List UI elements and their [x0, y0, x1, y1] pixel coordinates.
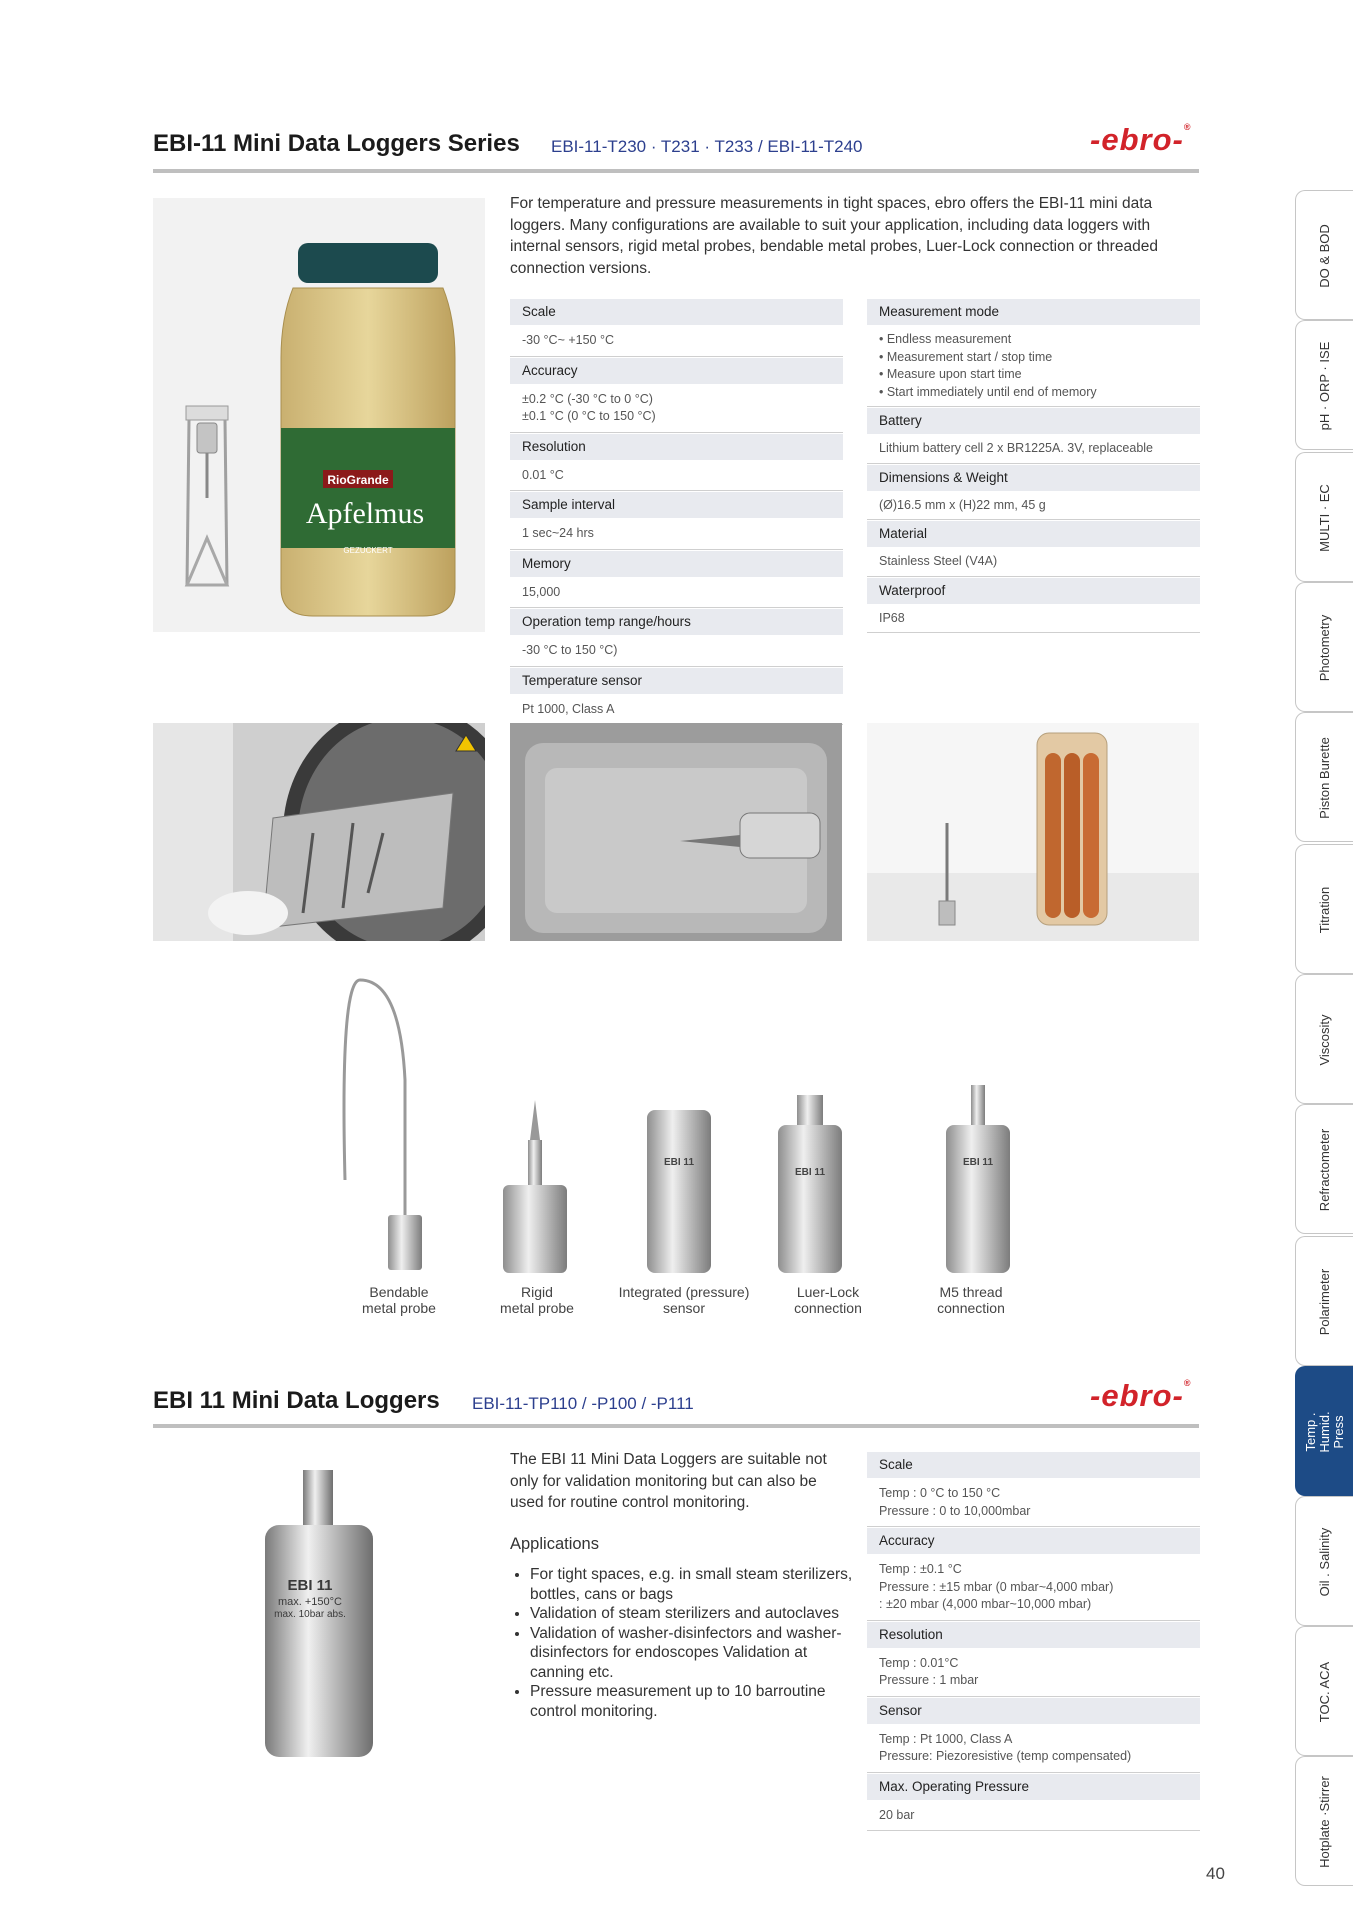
- spec-section2-value: Temp : Pt 1000, Class A Pressure: Piezoresistive (temp compensated): [867, 1724, 1200, 1773]
- device-label-3: EBI 11: [962, 1157, 994, 1168]
- side-tab-ph-orp-ise[interactable]: [1295, 320, 1353, 450]
- probe-caption-m5-thread: M5 thread connection: [937, 1284, 1005, 1316]
- spec-left-value: 0.01 °C: [510, 460, 843, 492]
- spec-left-value: -30 °C~ +150 °C: [510, 325, 843, 357]
- logo-text: ebro: [1101, 122, 1173, 157]
- application-item: • Validation of washer-disinfectors and washer-disinfectors for endoscopes Validation at canning etc.: [530, 1624, 865, 1683]
- applications-heading: Applications: [510, 1535, 599, 1553]
- header-rule: [153, 169, 1199, 173]
- spec-left-value: 1 sec~24 hrs: [510, 518, 843, 550]
- side-tab-label: Hotplate ·Stirrer: [1317, 1776, 1332, 1868]
- spec-right-value: Lithium battery cell 2 x BR1225A. 3V, replaceable: [867, 434, 1200, 464]
- side-tab-piston-burette[interactable]: [1295, 712, 1353, 842]
- section2-model-codes: EBI-11-TP110 / -P100 / -P111: [472, 1394, 694, 1413]
- spec-left-value: -30 °C to 150 °C): [510, 635, 843, 667]
- jar-brand-text: RioGrande: [327, 473, 389, 487]
- spec-left-label: Accuracy: [510, 358, 843, 384]
- spec-table-right: [867, 298, 1200, 633]
- spec-left-label: Resolution: [510, 434, 843, 460]
- spec-section2-value: Temp : 0 °C to 150 °C Pressure : 0 to 10,000mbar: [867, 1478, 1200, 1527]
- spec-section2-label: Resolution: [867, 1622, 1200, 1648]
- side-tab-label: pH · ORP · ISE: [1317, 341, 1332, 431]
- spec-left-value: ±0.2 °C (-30 °C to 0 °C) ±0.1 °C (0 °C to 150 °C): [510, 384, 843, 433]
- spec-section2-label: Sensor: [867, 1698, 1200, 1724]
- photo-can-probe: [510, 723, 842, 941]
- section2-intro: The EBI 11 Mini Data Loggers are suitable not only for validation monitoring but can also be used for routine control monitoring.: [510, 1451, 827, 1511]
- side-tab-label: Piston Burette: [1317, 737, 1332, 819]
- probe-caption-integrated: Integrated (pressure) sensor: [618, 1284, 750, 1316]
- ebro-logo: -ebro-®: [1090, 122, 1192, 157]
- logo-text-2: ebro: [1101, 1378, 1173, 1413]
- spec-section2-label: Accuracy: [867, 1528, 1200, 1554]
- side-tab-label: MULTI · EC: [1317, 484, 1332, 552]
- spec-right-value: IP68: [867, 604, 1200, 634]
- photo-sausage-jar: [867, 723, 1199, 941]
- spec-left-label: Scale: [510, 299, 843, 325]
- device-label-1: EBI 11: [663, 1157, 695, 1168]
- spec-right-value: Stainless Steel (V4A): [867, 547, 1200, 577]
- side-tab-do-bod[interactable]: [1295, 190, 1353, 320]
- spec-section2-label: Scale: [867, 1452, 1200, 1478]
- photo-autoclave-tray: [153, 723, 485, 941]
- side-tab-label: Temp . Humid. Press: [1303, 1411, 1346, 1453]
- side-tab-temp-humid-press[interactable]: [1295, 1366, 1353, 1496]
- side-tab-hotplate-stirrer[interactable]: [1295, 1756, 1353, 1886]
- spec-right-label: Waterproof: [867, 578, 1200, 604]
- header-rule-2: [153, 1424, 1199, 1428]
- spec-left-label: Operation temp range/hours: [510, 609, 843, 635]
- side-tab-photometry[interactable]: [1295, 582, 1353, 712]
- side-tab-multi-ec[interactable]: [1295, 452, 1353, 582]
- application-item: • Pressure measurement up to 10 barroutine control monitoring.: [530, 1682, 865, 1721]
- side-tab-label: Refractometer: [1317, 1128, 1332, 1212]
- side-tab-oil-salinity[interactable]: [1295, 1496, 1353, 1626]
- side-tab-label: Photometry: [1317, 614, 1332, 682]
- side-tab-viscosity[interactable]: [1295, 974, 1353, 1104]
- spec-left-label: Memory: [510, 551, 843, 577]
- side-tab-toc-aca[interactable]: [1295, 1626, 1353, 1756]
- spec-right-value: (Ø)16.5 mm x (H)22 mm, 45 g: [867, 491, 1200, 521]
- ebro-logo-2: -ebro-®: [1090, 1378, 1192, 1413]
- application-item: • For tight spaces, e.g. in small steam sterilizers, bottles, cans or bags: [530, 1565, 865, 1604]
- applications-list: [510, 1565, 865, 1721]
- device-engraving: EBI 11 max. +150°C max. 10bar abs.: [274, 1577, 346, 1620]
- spec-left-value: Pt 1000, Class A: [510, 694, 843, 726]
- spec-left-label: Temperature sensor: [510, 668, 843, 694]
- side-tab-titration[interactable]: [1295, 844, 1353, 974]
- side-tab-label: DO & BOD: [1317, 224, 1332, 288]
- spec-section2-value: Temp : ±0.1 °C Pressure : ±15 mbar (0 mbar~4,000 mbar) : ±20 mbar (4,000 mbar~10,000 mbar): [867, 1554, 1200, 1621]
- product-photo-jar: [153, 198, 485, 632]
- spec-right-value: • Endless measurement • Measurement start / stop time • Measure upon start time • Start immediately until end of memory: [867, 325, 1200, 407]
- side-tabs: [1295, 190, 1353, 1885]
- spec-table-left: [510, 298, 843, 725]
- spec-left-label: Sample interval: [510, 492, 843, 518]
- jar-sub-text: GEZUCKERT: [343, 546, 393, 555]
- spec-right-label: Measurement mode: [867, 299, 1200, 325]
- section2-title: EBI 11 Mini Data Loggers: [153, 1387, 440, 1414]
- spec-section2-value: Temp : 0.01°C Pressure : 1 mbar: [867, 1648, 1200, 1697]
- probe-caption-rigid: Rigid metal probe: [500, 1284, 574, 1316]
- application-item: • Validation of steam sterilizers and autoclaves: [530, 1604, 865, 1624]
- side-tab-label: TOC. ACA: [1317, 1661, 1332, 1723]
- device-label-2: EBI 11: [794, 1167, 826, 1178]
- side-tab-label: Oil . Salinity: [1317, 1527, 1332, 1597]
- section1-intro: For temperature and pressure measurements in tight spaces, ebro offers the EBI-11 mini data loggers. Many configurations are available to suit your application, including data loggers with internal sensors, rigid metal probes, bendable metal probes, Luer-Lock connection or threaded connection versions.: [510, 195, 1158, 277]
- spec-section2-label: Max. Operating Pressure: [867, 1774, 1200, 1800]
- section1-model-codes: EBI-11-T230 · T231 · T233 / EBI-11-T240: [551, 137, 863, 156]
- spec-left-value: 15,000: [510, 577, 843, 609]
- probe-caption-luer-lock: Luer-Lock connection: [794, 1284, 862, 1316]
- side-tab-polarimeter[interactable]: [1295, 1236, 1353, 1366]
- jar-label-text: Apfelmus: [305, 497, 425, 530]
- probe-caption-bendable: Bendable metal probe: [362, 1284, 436, 1316]
- spec-right-label: Dimensions & Weight: [867, 465, 1200, 491]
- page-number: 40: [1206, 1864, 1225, 1883]
- side-tab-label: Viscosity: [1317, 1014, 1332, 1066]
- spec-section2-value: 20 bar: [867, 1800, 1200, 1832]
- product-photo-ebi11: [255, 1465, 385, 1765]
- spec-table-section2: [867, 1451, 1200, 1831]
- probe-variants-illustration: [300, 960, 1060, 1280]
- side-tab-label: Titration: [1317, 886, 1332, 934]
- side-tab-label: Polarimeter: [1317, 1268, 1332, 1336]
- section1-title: EBI-11 Mini Data Loggers Series: [153, 130, 520, 157]
- spec-right-label: Material: [867, 521, 1200, 547]
- spec-right-label: Battery: [867, 408, 1200, 434]
- side-tab-refractometer[interactable]: [1295, 1104, 1353, 1234]
